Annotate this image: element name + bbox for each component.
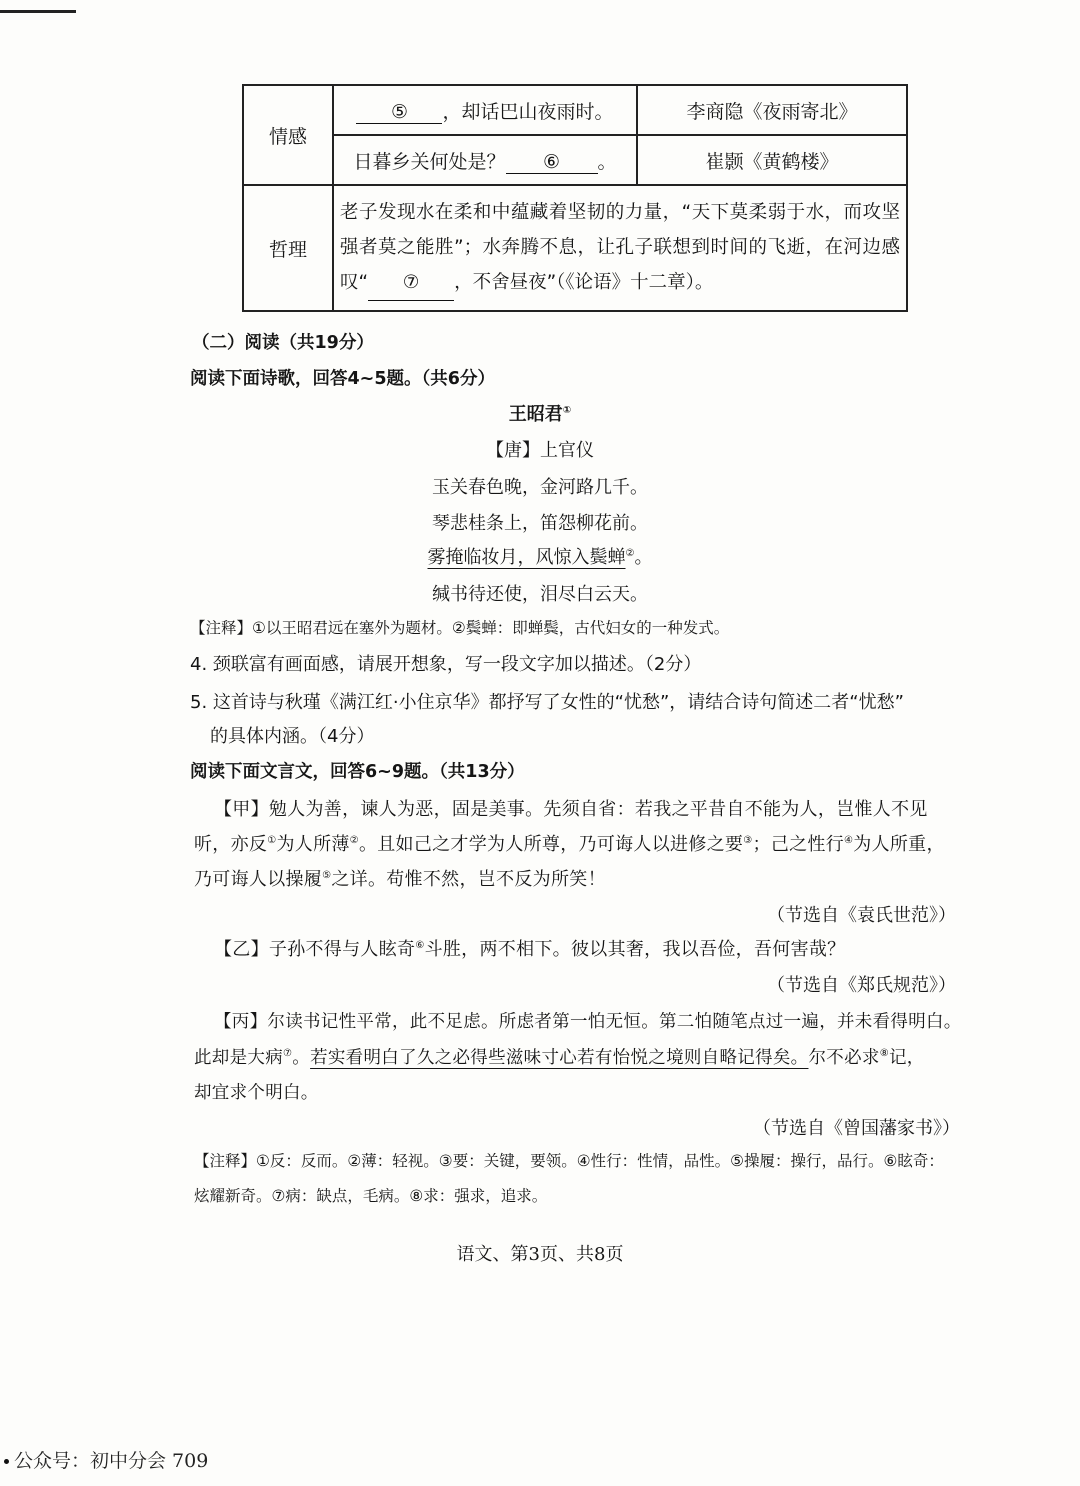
question-5-line-1: 5. 这首诗与秋瑾《满江红·小住京华》都抒写了女性的“忧愁”，请结合诗句简述二者“忧愁” (190, 692, 904, 713)
poem-line-1: 玉关春色晚，金河路几千。 (432, 477, 648, 498)
blank-7: ⑦ (368, 265, 454, 301)
passage-jia-line-3: 乃可诲人以操履⑤之详。苟惟不然，岂不反为所笑！ (194, 869, 606, 890)
passage-bing-line-3: 却宜求个明白。 (194, 1083, 319, 1103)
page-footer: 语文、第3页、共8页 (456, 1244, 624, 1265)
table-line-5: ⑤ ，却话巴山夜雨时。 (333, 85, 637, 135)
classical-annotation-line-1: 【注释】①反：反而。②薄：轻视。③要：关键，要领。④性行：性情，品性。⑤操履：操行，品行。⑥眩奇： (194, 1152, 944, 1170)
source-bing: （节选自《曾国藩家书》） (753, 1118, 960, 1139)
poem-annotation: 【注释】①以王昭君远在塞外为题材。②鬓蝉：即蝉鬓，古代妇女的一种发式。 (190, 619, 730, 637)
passage-jia-line-1: 【甲】勉人为善，谏人为恶，固是美事。先须自省：若我之平昔自不能为人，岂惟人不见 (214, 799, 928, 820)
source-jia: （节选自《袁氏世范》） (767, 905, 956, 926)
poem-line-4: 缄书待还使，泪尽白云天。 (432, 584, 648, 605)
passage-yi: 【乙】子孙不得与人眩奇⑥斗胜，两不相下。彼以其奢，我以吾俭，吾何害哉？ (214, 939, 846, 960)
passage-bing-line-2: 此却是大病⑦。若实看明白了久之必得些滋味寸心若有怡悦之境则自略记得矣。尔不必求⑧记， (194, 1048, 925, 1068)
watermark-dot (4, 1459, 9, 1464)
passage-jia-line-2: 听，亦反①为人所薄②。且如己之才学为人所尊，乃可诲人以进修之要③；己之性行④为人所重， (194, 834, 945, 855)
section-heading: （二）阅读（共19分） (192, 333, 374, 353)
blank-6: ⑥ (506, 151, 598, 174)
poem-title: 王昭君① (508, 404, 572, 425)
bing-underlined-sentence: 若实看明白了久之必得些滋味寸心若有怡悦之境则自略记得矣。 (310, 1048, 809, 1068)
table-category-emotion: 情感 (243, 85, 333, 185)
table-line-6: 日暮乡关何处是？ ⑥ 。 (333, 135, 637, 185)
passage-bing-line-1: 【丙】尔读书记性平常，此不足虑。所虑者第一怕无恒。第二怕随笔点过一遍，并未看得明白。 (214, 1012, 962, 1032)
corner-rule (0, 10, 76, 13)
poem-line-2: 琴悲桂条上，笛怨柳花前。 (432, 513, 648, 534)
table-source-2: 崔颢《黄鹤楼》 (637, 135, 907, 185)
table-source-1: 李商隐《夜雨寄北》 (637, 85, 907, 135)
table-philosophy-text: 老子发现水在柔和中蕴藏着坚韧的力量，“天下莫柔弱于水，而攻坚强者莫之能胜”；水奔腾不息，让孔子联想到时间的飞逝，在河边感叹“ ⑦ ，不舍昼夜”（《论语》十二章）。 (333, 185, 907, 311)
question-5-line-2: 的具体内涵。（4分） (210, 726, 375, 747)
question-4: 4. 颈联富有画面感，请展开想象，写一段文字加以描述。（2分） (190, 654, 702, 675)
poem-intro: 阅读下面诗歌，回答4~5题。（共6分） (190, 369, 495, 389)
classical-annotation-line-2: 炫耀新奇。⑦病：缺点，毛病。⑧求：强求，追求。 (194, 1187, 548, 1205)
poetry-table (242, 84, 908, 312)
source-yi: （节选自《郑氏规范》） (767, 975, 956, 996)
watermark: 公众号：初中分会 709 (14, 1450, 209, 1472)
table-category-philosophy: 哲理 (243, 185, 333, 311)
blank-5: ⑤ (356, 101, 442, 124)
poem-author: 【唐】上官仪 (486, 440, 594, 461)
classical-intro: 阅读下面文言文，回答6~9题。（共13分） (190, 762, 525, 782)
poem-line-3: 雾掩临妆月，风惊入鬓蝉②。 (427, 547, 653, 568)
